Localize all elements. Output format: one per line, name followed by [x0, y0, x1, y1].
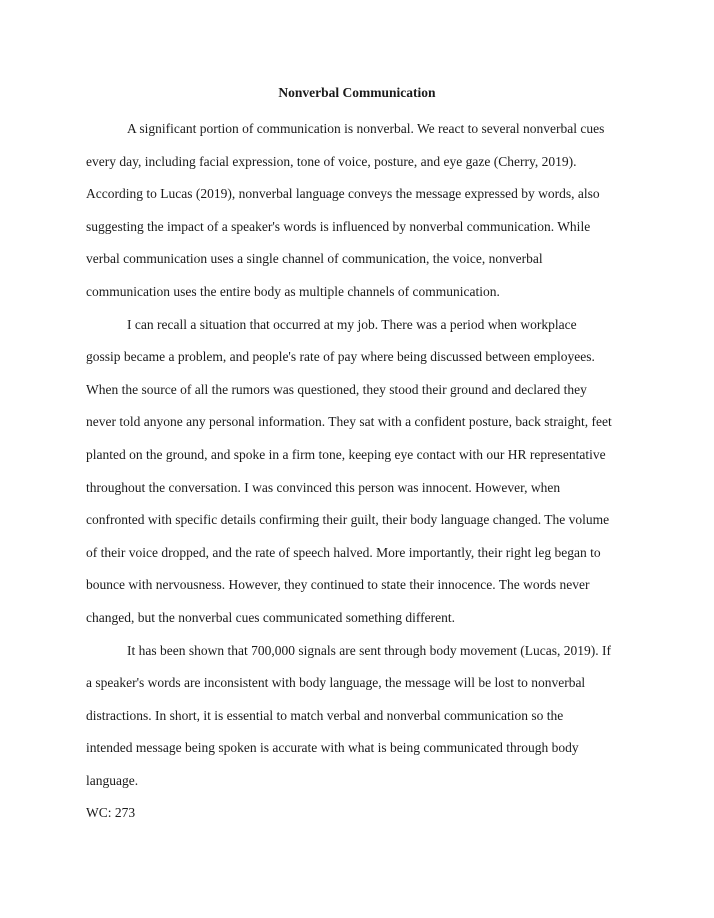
word-count: WC: 273 — [86, 805, 136, 821]
document-title: Nonverbal Communication — [278, 85, 436, 100]
document-body — [86, 113, 636, 830]
paragraph: A significant portion of communication is nonverbal. We react to several nonverbal cues every day, including facial expression, tone of voice, posture, and eye gaze (Cherry, 2019). According to Lucas (2019), nonverbal language conveys the message expressed by words, also suggesting the impact of a speaker's words is influenced by nonverbal communication. While verbal communication uses a single channel of communication, the voice, nonverbal communication uses the entire body as multiple channels of communication. — [86, 121, 605, 299]
paragraph: I can recall a situation that occurred at my job. There was a period when workplace gossip became a problem, and people's rate of pay where being discussed between employees. When the source of all the rumors was questioned, they stood their ground and declared they never told anyone any personal information. They sat with a confident posture, back straight, feet planted on the ground, and spoke in a firm tone, keeping eye contact with our HR representative throughout the conversation. I was convinced this person was innocent. However, when confronted with specific details confirming their guilt, their body language changed. The volume of their voice dropped, and the rate of speech halved. More importantly, their right leg began to bounce with nervousness. However, they continued to state their innocence. The words never changed, but the nonverbal cues communicated something different. — [86, 316, 612, 625]
paragraph: It has been shown that 700,000 signals are sent through body movement (Lucas, 2019). If a speaker's words are inconsistent with body language, the message will be lost to nonverbal distractions. In short, it is essential to match verbal and nonverbal communication so the intended message being spoken is accurate with what is being communicated through body language. — [86, 642, 612, 788]
